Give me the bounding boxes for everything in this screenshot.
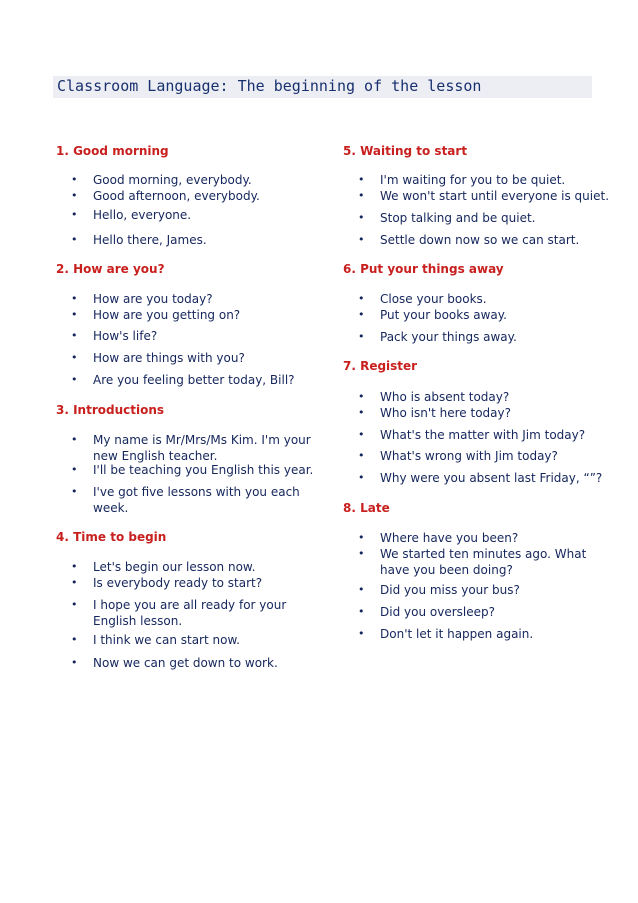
list-item-text: Hello there, James. (93, 233, 207, 247)
list-item-text: Did you miss your bus? (380, 583, 520, 597)
bullet-icon: • (71, 233, 78, 246)
list-item-text: My name is Mr/Mrs/Ms Kim. I'm your new English teacher. (93, 433, 311, 463)
section-heading-waiting-to-start: 5. Waiting to start (343, 144, 468, 158)
bullet-icon: • (358, 173, 365, 186)
list-item-text: Is everybody ready to start? (93, 576, 263, 590)
bullet-icon: • (358, 406, 365, 419)
bullet-icon: • (71, 173, 78, 186)
bullet-icon: • (358, 428, 365, 441)
list-item-text: How are you getting on? (93, 308, 241, 322)
section-heading-register: 7. Register (343, 359, 418, 373)
list-item-text: Did you oversleep? (380, 605, 495, 619)
list-item-text: Good morning, everybody. (93, 173, 252, 187)
list-item-text: Stop talking and be quiet. (380, 211, 536, 225)
list-item-text: Pack your things away. (380, 330, 517, 344)
list-item-text: How's life? (93, 329, 158, 343)
list-item-text: Are you feeling better today, Bill? (93, 373, 295, 387)
bullet-icon: • (358, 233, 365, 246)
bullet-icon: • (358, 531, 365, 544)
bullet-icon: • (71, 485, 78, 498)
list-item-text: How are things with you? (93, 351, 245, 365)
list-item-text: Settle down now so we can start. (380, 233, 580, 247)
list-item-text: Close your books. (380, 292, 487, 306)
bullet-icon: • (358, 547, 365, 560)
bullet-icon: • (358, 583, 365, 596)
list-item-text: I think we can start now. (93, 633, 240, 647)
bullet-icon: • (358, 471, 365, 484)
bullet-icon: • (71, 189, 78, 202)
bullet-icon: • (71, 373, 78, 386)
bullet-icon: • (71, 329, 78, 342)
list-item-text: Why were you absent last Friday, “”? (380, 471, 603, 485)
list-item-text: Good afternoon, everybody. (93, 189, 260, 203)
list-item-text: Where have you been? (380, 531, 519, 545)
bullet-icon: • (71, 633, 78, 646)
list-item-text: We started ten minutes ago. What have you been doing? (380, 547, 587, 577)
bullet-icon: • (358, 211, 365, 224)
list-item-text: Hello, everyone. (93, 208, 192, 222)
bullet-icon: • (358, 308, 365, 321)
section-heading-late: 8. Late (343, 501, 390, 515)
list-item-text: Now we can get down to work. (93, 656, 278, 670)
section-heading-how-are-you: 2. How are you? (56, 262, 165, 276)
bullet-icon: • (71, 560, 78, 573)
bullet-icon: • (358, 605, 365, 618)
list-item-text: What's the matter with Jim today? (380, 428, 586, 442)
list-item-text: I've got five lessons with you each week. (93, 485, 300, 515)
list-item-text: I'll be teaching you English this year. (93, 463, 314, 477)
bullet-icon: • (71, 656, 78, 669)
bullet-icon: • (71, 308, 78, 321)
bullet-icon: • (71, 598, 78, 611)
bullet-icon: • (71, 576, 78, 589)
bullet-icon: • (71, 463, 78, 476)
section-heading-introductions: 3. Introductions (56, 403, 165, 417)
page-title: Classroom Language: The beginning of the lesson (57, 77, 482, 95)
list-item-text: We won't start until everyone is quiet. (380, 189, 610, 203)
bullet-icon: • (358, 449, 365, 462)
list-item-text: Who isn't here today? (380, 406, 511, 420)
bullet-icon: • (358, 330, 365, 343)
section-heading-good-morning: 1. Good morning (56, 144, 169, 158)
list-item-text: I hope you are all ready for your English lesson. (93, 598, 287, 628)
bullet-icon: • (71, 433, 78, 446)
list-item-text: Who is absent today? (380, 390, 510, 404)
list-item-text: I'm waiting for you to be quiet. (380, 173, 566, 187)
list-item-text: What's wrong with Jim today? (380, 449, 558, 463)
list-item-text: Let's begin our lesson now. (93, 560, 256, 574)
bullet-icon: • (358, 627, 365, 640)
bullet-icon: • (358, 189, 365, 202)
list-item-text: Put your books away. (380, 308, 507, 322)
bullet-icon: • (71, 208, 78, 221)
section-heading-time-to-begin: 4. Time to begin (56, 530, 167, 544)
bullet-icon: • (71, 292, 78, 305)
list-item-text: Don't let it happen again. (380, 627, 534, 641)
section-heading-put-things-away: 6. Put your things away (343, 262, 504, 276)
list-item-text: How are you today? (93, 292, 213, 306)
bullet-icon: • (71, 351, 78, 364)
bullet-icon: • (358, 292, 365, 305)
bullet-icon: • (358, 390, 365, 403)
